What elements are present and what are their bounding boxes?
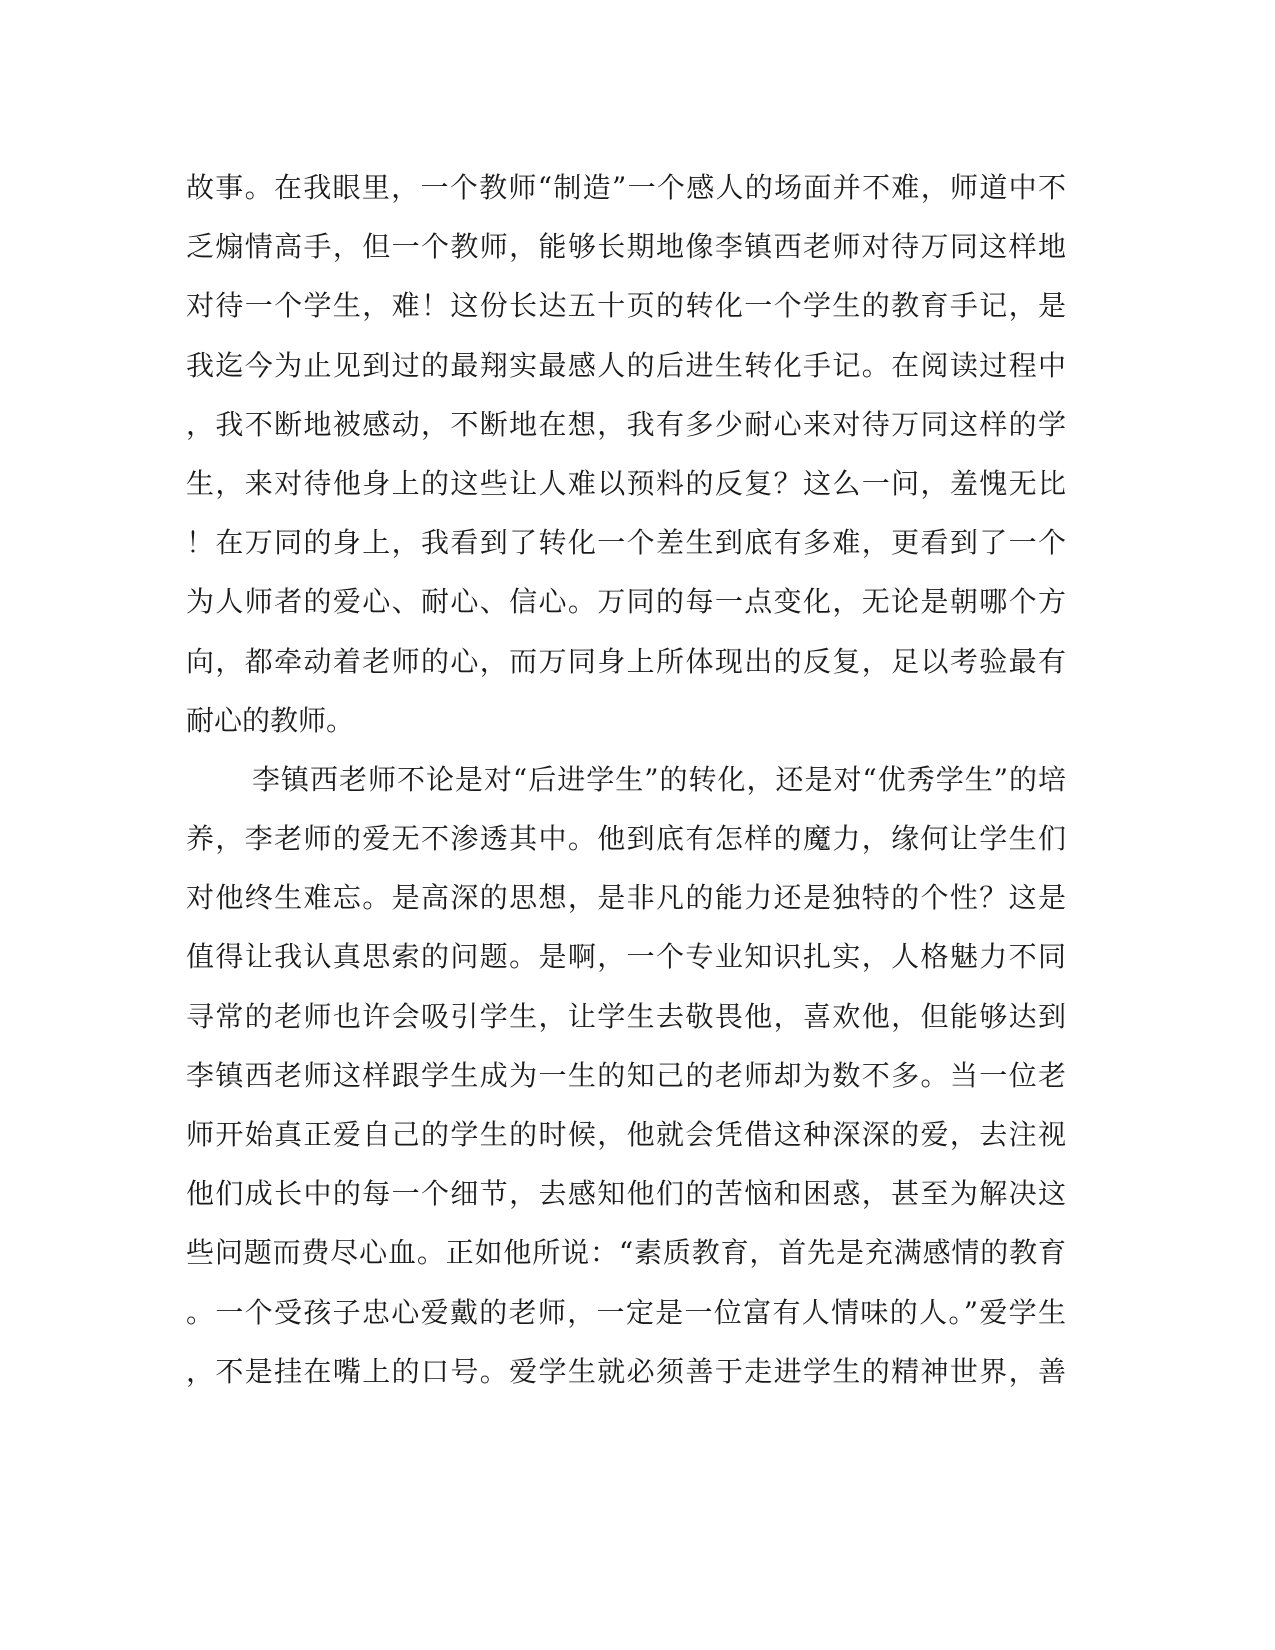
text-line: 养，李老师的爱无不渗透其中。他到底有怎样的魔力，缘何让学生们 — [186, 822, 1066, 856]
text-line: 我迄今为止见到过的最翔实最感人的后进生转化手记。在阅读过程中 — [186, 348, 1066, 382]
text-line: 生，来对待他身上的这些让人难以预料的反复？这么一问，羞愧无比 — [186, 466, 1066, 500]
text-line: 李镇西老师不论是对“后进学生”的转化，还是对“优秀学生”的培 — [252, 762, 1066, 796]
text-line: 李镇西老师这样跟学生成为一生的知己的老师却为数不多。当一位老 — [186, 1058, 1066, 1092]
text-line: 师开始真正爱自己的学生的时候，他就会凭借这种深深的爱，去注视 — [186, 1118, 1066, 1151]
text-line: 些问题而费尽心血。正如他所说：“素质教育，首先是充满感情的教育 — [186, 1236, 1066, 1270]
text-line: 向，都牵动着老师的心，而万同身上所体现出的反复，足以考验最有 — [186, 644, 1066, 678]
text-line: 耐心的教师。 — [186, 703, 355, 737]
paragraph-1 — [186, 158, 1066, 750]
text-line: ，我不断地被感动，不断地在想，我有多少耐心来对待万同这样的学 — [186, 407, 1066, 441]
text-line: 对他终生难忘。是高深的思想，是非凡的能力还是独特的个性？这是 — [186, 881, 1066, 915]
text-line: 乏煽情高手，但一个教师，能够长期地像李镇西老师对待万同这样地 — [186, 230, 1066, 264]
text-line: 。一个受孩子忠心爱戴的老师，一定是一位富有人情味的人。”爱学生 — [186, 1295, 1066, 1329]
text-line: 对待一个学生，难！这份长达五十页的转化一个学生的教育手记，是 — [186, 289, 1066, 323]
text-line: 寻常的老师也许会吸引学生，让学生去敬畏他，喜欢他，但能够达到 — [186, 999, 1066, 1033]
document-body — [186, 158, 1066, 1401]
text-line: 值得让我认真思索的问题。是啊，一个专业知识扎实，人格魅力不同 — [186, 940, 1066, 974]
text-line: ！在万同的身上，我看到了转化一个差生到底有多难，更看到了一个 — [186, 526, 1066, 560]
text-line: ，不是挂在嘴上的口号。爱学生就必须善于走进学生的精神世界，善 — [186, 1354, 1066, 1388]
text-line: 故事。在我眼里，一个教师“制造”一个感人的场面并不难，师道中不 — [186, 171, 1066, 204]
paragraph-2 — [186, 750, 1066, 1401]
text-line: 为人师者的爱心、耐心、信心。万同的每一点变化，无论是朝哪个方 — [186, 585, 1066, 619]
text-line: 他们成长中的每一个细节，去感知他们的苦恼和困惑，甚至为解决这 — [186, 1177, 1066, 1211]
